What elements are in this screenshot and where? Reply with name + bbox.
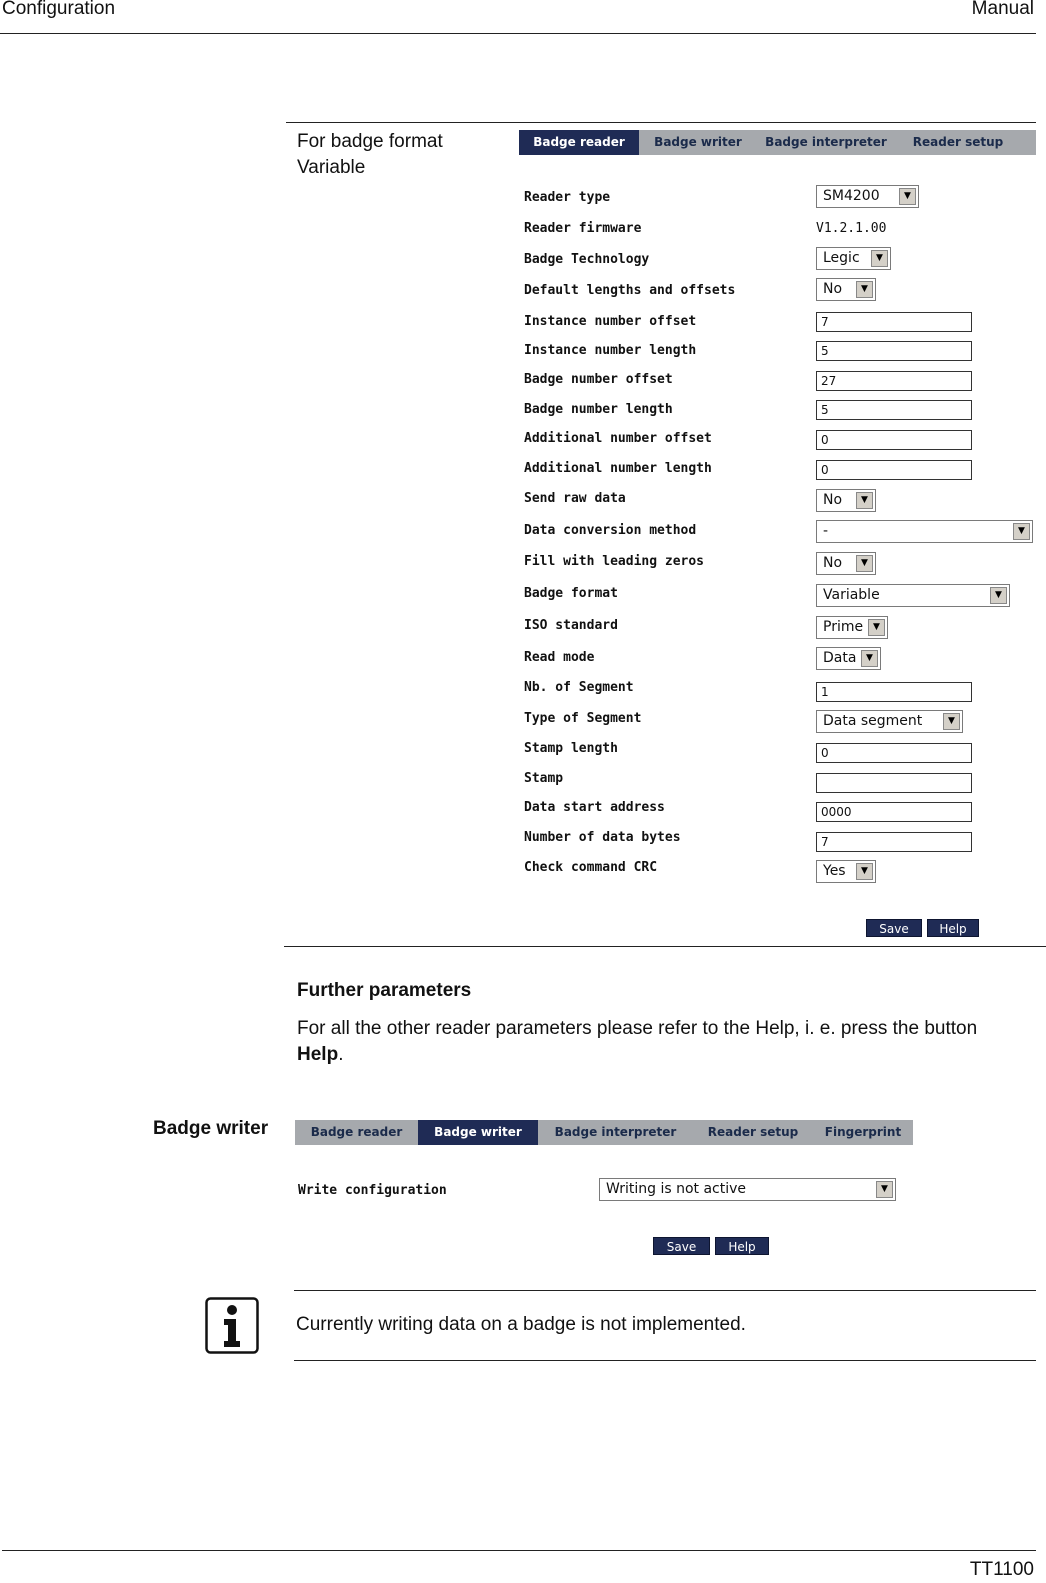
- badge-writer-heading: Badge writer: [153, 1118, 269, 1139]
- label-send-raw: Send raw data: [524, 491, 626, 506]
- label-additional-length: Additional number length: [524, 461, 712, 476]
- chevron-down-icon[interactable]: ▼: [856, 281, 873, 298]
- save-button[interactable]: Save: [653, 1237, 710, 1255]
- badge-format-select[interactable]: [816, 584, 1010, 607]
- label-leading-zeros: Fill with leading zeros: [524, 554, 705, 569]
- label-stamp: Stamp: [524, 771, 564, 786]
- tab-badge-reader[interactable]: Badge reader: [519, 130, 639, 155]
- label-instance-length: Instance number length: [524, 343, 697, 358]
- further-help-word: Help: [297, 1044, 339, 1065]
- send-raw-select[interactable]: [816, 489, 876, 512]
- label-stamp-length: Stamp length: [524, 741, 618, 756]
- label-badge-technology: Badge Technology: [524, 252, 650, 267]
- iso-standard-select[interactable]: [816, 616, 888, 639]
- label-iso-standard: ISO standard: [524, 618, 618, 633]
- header-right: Manual: [971, 0, 1034, 19]
- leading-zeros-select[interactable]: [816, 552, 876, 575]
- additional-length-input[interactable]: 0: [816, 460, 972, 480]
- nb-segment-input[interactable]: 1: [816, 682, 972, 702]
- label-check-crc: Check command CRC: [524, 860, 658, 875]
- chevron-down-icon[interactable]: ▼: [943, 713, 960, 730]
- chevron-down-icon[interactable]: ▼: [856, 863, 873, 880]
- tab-badge-writer[interactable]: Badge writer: [654, 135, 742, 149]
- default-lengths-select[interactable]: [816, 278, 876, 301]
- label-reader-type: Reader type: [524, 190, 611, 205]
- footer-divider: [2, 1550, 1036, 1551]
- note-text: Currently writing data on a badge is not implemented.: [296, 1314, 746, 1335]
- note-divider-bottom: [294, 1360, 1036, 1361]
- caption-line1: For badge format: [297, 131, 443, 152]
- badge-offset-input[interactable]: 27: [816, 371, 972, 391]
- further-period: .: [338, 1044, 344, 1065]
- label-write-configuration: Write configuration: [298, 1183, 447, 1198]
- write-configuration-select[interactable]: [599, 1178, 896, 1201]
- tab-badge-reader[interactable]: Badge reader: [310, 1125, 403, 1139]
- reader-firmware-value: V1.2.1.00: [816, 221, 887, 236]
- label-additional-offset: Additional number offset: [524, 431, 712, 446]
- chevron-down-icon[interactable]: ▼: [856, 555, 873, 572]
- label-read-mode: Read mode: [524, 650, 595, 665]
- data-bytes-input[interactable]: 7: [816, 832, 972, 852]
- write-configuration-value: Writing is not active: [606, 1181, 747, 1197]
- read-mode-value: Data: [823, 650, 857, 666]
- section-divider-bottom: [284, 946, 1046, 947]
- tab-badge-interpreter[interactable]: Badge interpreter: [765, 135, 887, 149]
- label-badge-offset: Badge number offset: [524, 372, 673, 387]
- label-conversion: Data conversion method: [524, 523, 697, 538]
- stamp-input[interactable]: [816, 773, 972, 793]
- iso-standard-value: Prime: [823, 619, 864, 635]
- reader-type-select[interactable]: [816, 185, 919, 208]
- chevron-down-icon[interactable]: ▼: [1013, 523, 1030, 540]
- stamp-length-input[interactable]: 0: [816, 743, 972, 763]
- instance-offset-input[interactable]: 7: [816, 312, 972, 332]
- type-segment-select[interactable]: [816, 710, 963, 733]
- check-crc-value: Yes: [823, 863, 846, 879]
- leading-zeros-value: No: [823, 555, 843, 571]
- label-default-lengths: Default lengths and offsets: [524, 283, 736, 298]
- read-mode-select[interactable]: [816, 647, 881, 670]
- writer-tabbar: [295, 1120, 913, 1145]
- header-divider: [0, 33, 1036, 34]
- footer-right: TT1100: [969, 1559, 1034, 1580]
- badge-technology-value: Legic: [823, 250, 860, 266]
- help-button[interactable]: Help: [715, 1237, 769, 1255]
- note-divider-top: [294, 1290, 1036, 1291]
- chevron-down-icon[interactable]: ▼: [871, 250, 888, 267]
- chevron-down-icon[interactable]: ▼: [899, 188, 916, 205]
- section-divider-top: [286, 122, 1036, 123]
- further-text: [297, 1016, 1017, 1068]
- default-lengths-value: No: [823, 281, 843, 297]
- chevron-down-icon[interactable]: ▼: [856, 492, 873, 509]
- info-icon: [205, 1297, 259, 1354]
- badge-length-input[interactable]: 5: [816, 400, 972, 420]
- label-badge-length: Badge number length: [524, 402, 673, 417]
- caption: [297, 129, 443, 181]
- chevron-down-icon[interactable]: ▼: [876, 1181, 893, 1198]
- label-data-bytes: Number of data bytes: [524, 830, 681, 845]
- label-instance-offset: Instance number offset: [524, 314, 697, 329]
- chevron-down-icon[interactable]: ▼: [868, 619, 885, 636]
- instance-length-input[interactable]: 5: [816, 341, 972, 361]
- type-segment-value: Data segment: [823, 713, 923, 729]
- label-type-segment: Type of Segment: [524, 711, 642, 726]
- conversion-value: -: [823, 523, 829, 539]
- further-heading: Further parameters: [297, 980, 472, 1001]
- tab-reader-setup[interactable]: Reader setup: [707, 1125, 799, 1139]
- chevron-down-icon[interactable]: ▼: [861, 650, 878, 667]
- additional-offset-input[interactable]: 0: [816, 430, 972, 450]
- badge-format-value: Variable: [823, 587, 880, 603]
- tab-badge-interpreter[interactable]: Badge interpreter: [554, 1125, 677, 1139]
- label-badge-format: Badge format: [524, 586, 618, 601]
- further-body: For all the other reader parameters please refer to the Help, i. e. press the button: [297, 1018, 978, 1039]
- check-crc-select[interactable]: [816, 860, 876, 883]
- tab-fingerprint[interactable]: Fingerprint: [824, 1125, 902, 1139]
- data-start-input[interactable]: 0000: [816, 802, 972, 822]
- label-nb-segment: Nb. of Segment: [524, 680, 634, 695]
- save-button[interactable]: Save: [866, 919, 922, 937]
- reader-tabbar: [519, 130, 1036, 155]
- caption-line2: Variable: [297, 157, 366, 178]
- chevron-down-icon[interactable]: ▼: [990, 587, 1007, 604]
- conversion-select[interactable]: [816, 520, 1033, 543]
- tab-badge-writer[interactable]: Badge writer: [418, 1120, 538, 1145]
- label-data-start: Data start address: [524, 800, 665, 815]
- header-left: Configuration: [2, 0, 116, 19]
- tab-reader-setup[interactable]: Reader setup: [912, 135, 1004, 149]
- send-raw-value: No: [823, 492, 843, 508]
- label-reader-firmware: Reader firmware: [524, 221, 642, 236]
- badge-technology-select[interactable]: [816, 247, 891, 270]
- reader-type-value: SM4200: [823, 188, 880, 204]
- help-button[interactable]: Help: [927, 919, 979, 937]
